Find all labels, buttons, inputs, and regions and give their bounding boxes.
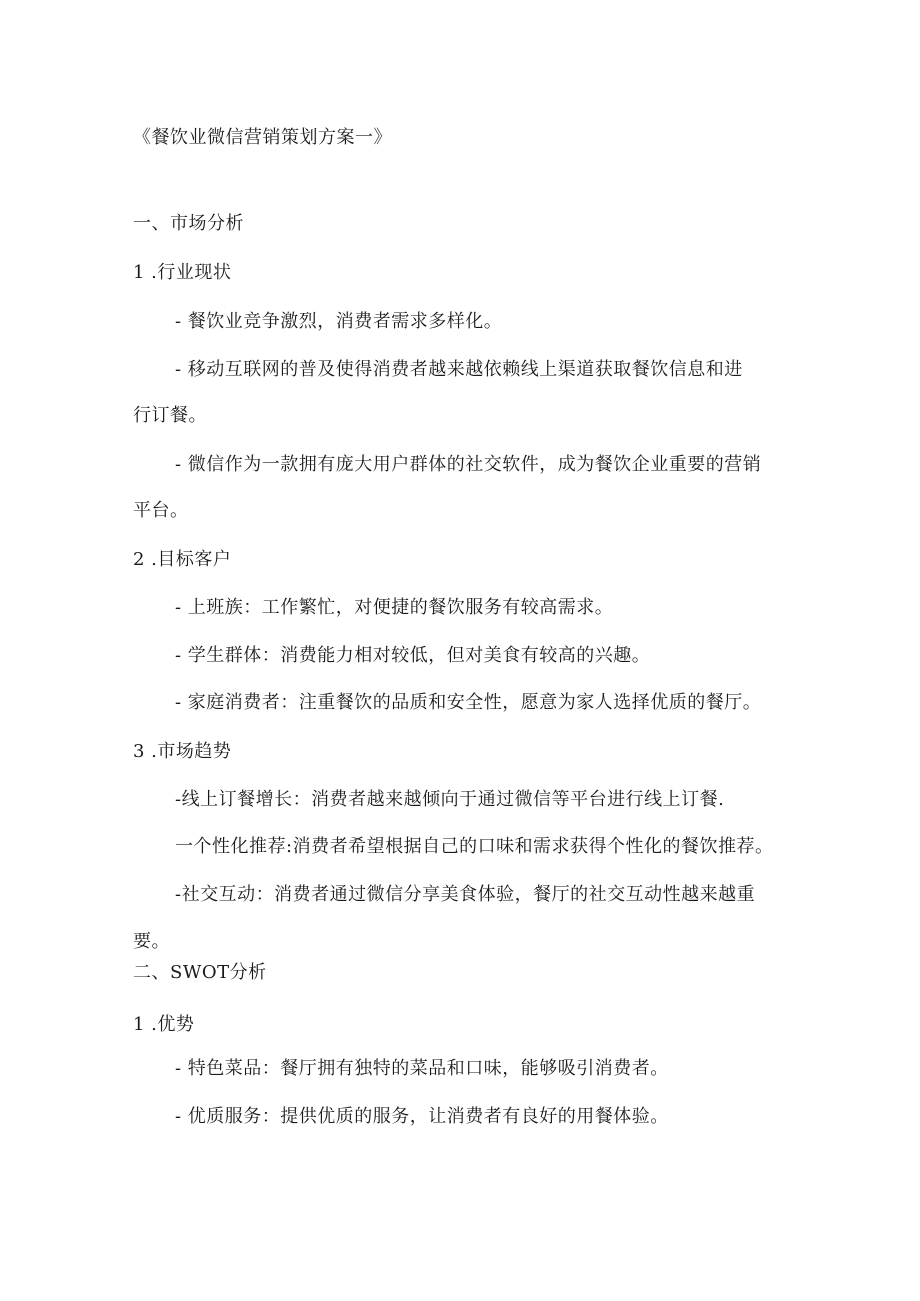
subheading-target-customers: 2 .目标客户	[133, 549, 232, 570]
bullet-item: - 微信作为一款拥有庞大用户群体的社交软件，成为餐饮企业重要的营销	[175, 454, 762, 475]
document-title: 《餐饮业微信营销策划方案一》	[133, 127, 392, 148]
bullet-item: - 学生群体：消费能力相对较低，但对美食有较高的兴趣。	[175, 645, 651, 666]
bullet-item-continuation: 要。	[133, 931, 170, 952]
bullet-item-continuation: 行订餐。	[133, 405, 207, 426]
bullet-item: - 家庭消费者：注重餐饮的品质和安全性，愿意为家人选择优质的餐厅。	[175, 692, 762, 713]
bullet-item: 一个性化推荐:消费者希望根据自己的口味和需求获得个性化的餐饮推荐。	[175, 836, 774, 857]
section-heading-market-analysis: 一、市场分析	[133, 213, 244, 234]
bullet-item: -社交互动：消费者通过微信分享美食体验，餐厅的社交互动性越来越重	[175, 884, 756, 905]
subheading-market-trends: 3 .市场趋势	[133, 741, 232, 762]
bullet-item: - 上班族：工作繁忙，对便捷的餐饮服务有较高需求。	[175, 597, 614, 618]
bullet-item: - 移动互联网的普及使得消费者越来越依赖线上渠道获取餐饮信息和进	[175, 359, 743, 380]
subheading-strengths: 1 .优势	[133, 1014, 195, 1035]
bullet-item: - 餐饮业竞争激烈，消费者需求多样化。	[175, 311, 503, 332]
bullet-item: -线上订餐增长：消费者越来越倾向于通过微信等平台进行线上订餐.	[175, 789, 725, 810]
bullet-item: - 优质服务：提供优质的服务，让消费者有良好的用餐体验。	[175, 1106, 669, 1127]
subheading-industry-status: 1 .行业现状	[133, 262, 232, 283]
bullet-item-continuation: 平台。	[133, 500, 189, 521]
section-heading-swot: 二、SWOT分析	[133, 962, 267, 983]
bullet-item: - 特色菜品：餐厅拥有独特的菜品和口味，能够吸引消费者。	[175, 1058, 669, 1079]
